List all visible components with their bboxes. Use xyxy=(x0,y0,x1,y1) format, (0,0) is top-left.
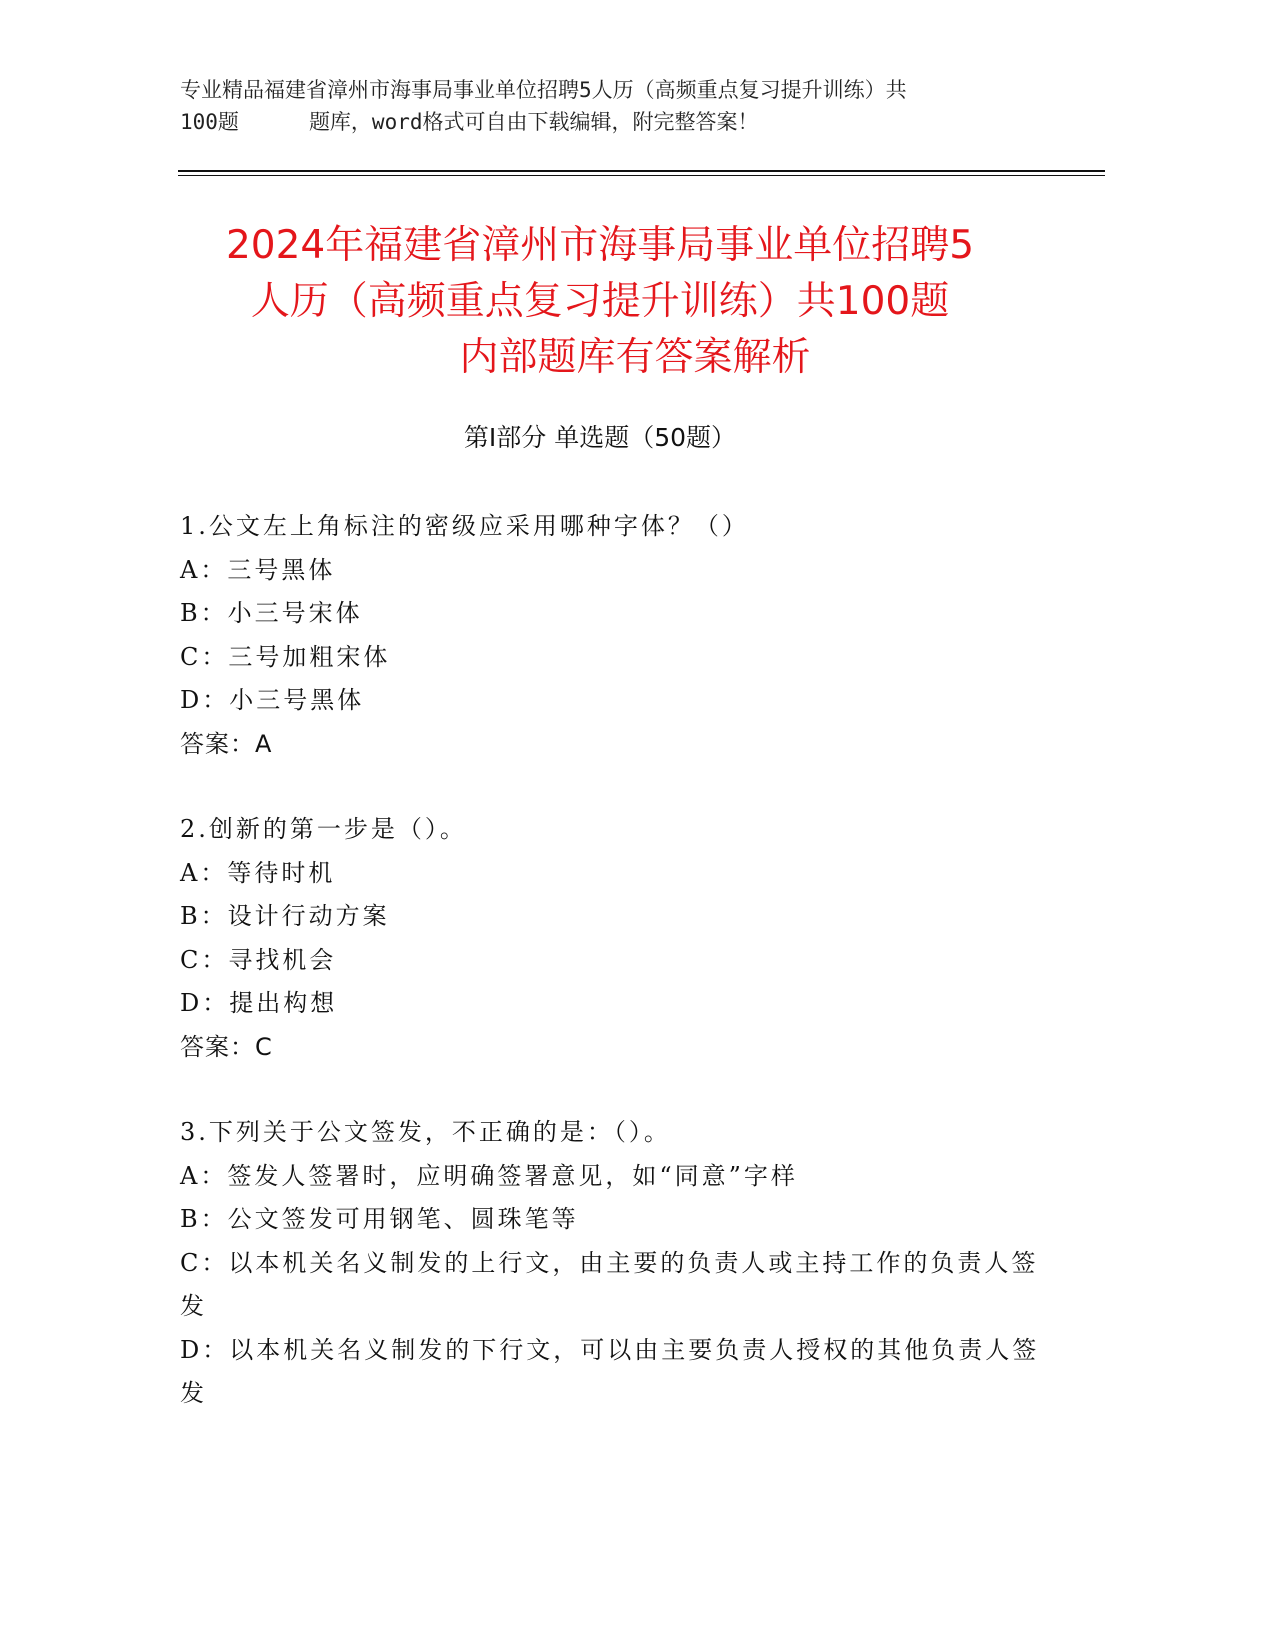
question-1 xyxy=(180,505,1040,766)
question-stem: 1.公文左上角标注的密级应采用哪种字体？（） xyxy=(180,512,749,540)
document-title xyxy=(160,218,1040,386)
question-stem: 2.创新的第一步是（）。 xyxy=(180,815,467,843)
question-3 xyxy=(180,1111,1040,1416)
answer: 答案：A xyxy=(180,729,273,758)
header-line-2 xyxy=(180,106,1080,138)
question-2 xyxy=(180,808,1040,1069)
section-title: 第Ⅰ部分 单选题（50题） xyxy=(463,423,737,452)
option-d: D：小三号黑体 xyxy=(180,686,365,714)
question-stem: 3.下列关于公文签发，不正确的是：（）。 xyxy=(180,1118,671,1146)
option-d: D：提出构想 xyxy=(180,989,338,1017)
option-b: B：小三号宋体 xyxy=(180,599,363,627)
option-c: C：三号加粗宋体 xyxy=(180,642,391,671)
header-line-1: 专业精品福建省漳州市海事局事业单位招聘5人历（高频重点复习提升训练）共 xyxy=(180,78,907,102)
title-line-3: 内部题库有答案解析 xyxy=(459,335,811,380)
option-a: A：三号黑体 xyxy=(180,555,336,584)
header-line-2a: 100题 xyxy=(180,110,239,134)
title-line-1: 2024年福建省漳州市海事局事业单位招聘5 xyxy=(225,223,975,268)
title-line-2: 人历（高频重点复习提升训练）共100题 xyxy=(250,279,950,324)
option-c: C：寻找机会 xyxy=(180,945,337,974)
option-a: A：签发人签署时，应明确签署意见，如“同意”字样 xyxy=(180,1161,798,1190)
question-list xyxy=(180,505,1040,1458)
header-rule-thin xyxy=(178,175,1105,176)
option-c: C：以本机关名义制发的上行文，由主要的负责人或主持工作的负责人签发 xyxy=(180,1248,1039,1320)
option-d: D：以本机关名义制发的下行文，可以由主要负责人授权的其他负责人签发 xyxy=(180,1335,1040,1407)
option-b: B：公文签发可用钢笔、圆珠笔等 xyxy=(180,1205,579,1233)
option-a: A：等待时机 xyxy=(180,858,336,887)
header-line-2b: 题库，word格式可自由下载编辑，附完整答案！ xyxy=(308,110,759,134)
header-rule-thick xyxy=(178,170,1105,172)
header-note xyxy=(180,74,1080,138)
answer: 答案：C xyxy=(180,1032,273,1061)
option-b: B：设计行动方案 xyxy=(180,902,390,930)
